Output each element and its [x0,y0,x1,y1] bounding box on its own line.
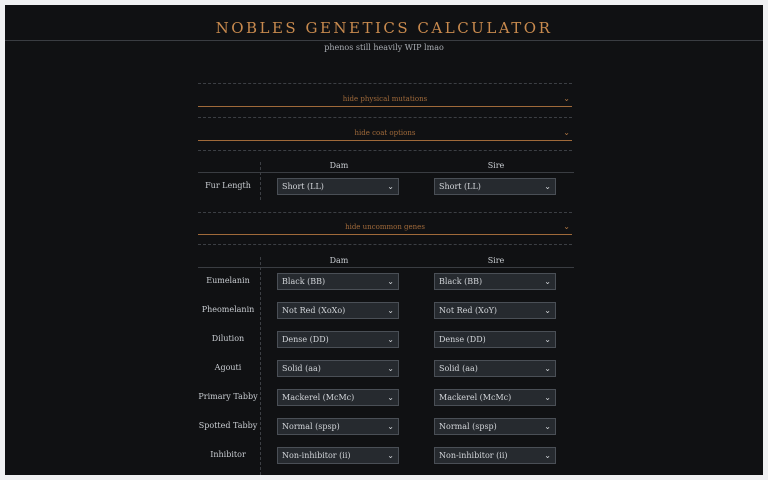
select-value: Dense (DD) [439,335,486,344]
select-value: Dense (DD) [282,335,329,344]
select-value: Not Red (XoXo) [282,306,346,315]
select-value: Not Red (XoY) [439,306,498,315]
caret-down-icon: ⌄ [544,364,551,373]
title-divider [5,40,763,41]
select-value: Short (LL) [282,182,324,191]
column-header-dam: Dam [329,161,349,170]
caret-down-icon: ⌄ [544,306,551,315]
select-value: Solid (aa) [282,364,321,373]
caret-down-icon: ⌄ [387,306,394,315]
row-label-dilution: Dilution [211,334,245,343]
select-value: Black (BB) [439,277,483,286]
inhibitor-dam-select[interactable] [277,447,399,464]
agouti-dam-select[interactable] [277,360,399,377]
pheomelanin-sire-select[interactable] [434,302,556,319]
inhibitor-sire-select[interactable] [434,447,556,464]
eumelanin-sire-select[interactable] [434,273,556,290]
physical-mutations-toggle[interactable] [198,92,572,107]
eumelanin-dam-select[interactable] [277,273,399,290]
select-value: Black (BB) [282,277,326,286]
row-label-pheomelanin: Pheomelanin [201,305,255,314]
section-divider [198,83,572,84]
caret-down-icon: ⌄ [544,451,551,460]
fur-length-sire-select[interactable] [434,178,556,195]
toggle-label: hide coat options [354,129,416,137]
row-label-eumelanin: Eumelanin [206,276,250,285]
chevron-down-icon: ⌄ [563,222,570,231]
row-label-agouti: Agouti [214,363,242,372]
row-label-inhibitor: Inhibitor [210,450,246,459]
table-column-divider [260,257,261,475]
select-value: Normal (spsp) [282,422,340,431]
primary-tabby-sire-select[interactable] [434,389,556,406]
select-value: Solid (aa) [439,364,478,373]
column-header-sire: Sire [487,161,505,170]
section-divider [198,244,572,245]
select-value: Normal (spsp) [439,422,497,431]
page-subtitle: phenos still heavily WIP lmao [324,43,444,52]
select-value: Short (LL) [439,182,481,191]
select-value: Non-inhibitor (ii) [282,451,351,460]
agouti-sire-select[interactable] [434,360,556,377]
fur-length-dam-select[interactable] [277,178,399,195]
pheomelanin-dam-select[interactable] [277,302,399,319]
select-value: Non-inhibitor (ii) [439,451,508,460]
toggle-label: hide uncommon genes [345,223,425,231]
table-header-rule [198,267,574,268]
row-label-primary-tabby: Primary Tabby [198,392,258,401]
caret-down-icon: ⌄ [544,182,551,191]
row-label-fur-length: Fur Length [205,181,251,190]
column-header-sire: Sire [487,256,505,265]
select-value: Mackerel (McMc) [282,393,355,402]
page-title: NOBLES GENETICS CALCULATOR [215,19,553,37]
table-header-rule [198,172,574,173]
primary-tabby-dam-select[interactable] [277,389,399,406]
chevron-down-icon: ⌄ [563,128,570,137]
section-divider [198,212,572,213]
section-divider [198,150,572,151]
app-window [5,5,763,475]
spotted-tabby-dam-select[interactable] [277,418,399,435]
chevron-down-icon: ⌄ [563,94,570,103]
section-divider [198,117,572,118]
caret-down-icon: ⌄ [387,182,394,191]
toggle-label: hide physical mutations [342,95,428,103]
caret-down-icon: ⌄ [387,422,394,431]
caret-down-icon: ⌄ [544,277,551,286]
dilution-dam-select[interactable] [277,331,399,348]
caret-down-icon: ⌄ [544,335,551,344]
select-value: Mackerel (McMc) [439,393,512,402]
caret-down-icon: ⌄ [387,451,394,460]
uncommon-genes-toggle[interactable] [198,220,572,235]
caret-down-icon: ⌄ [387,364,394,373]
spotted-tabby-sire-select[interactable] [434,418,556,435]
coat-options-toggle[interactable] [198,126,572,141]
row-label-spotted-tabby: Spotted Tabby [198,421,258,430]
dilution-sire-select[interactable] [434,331,556,348]
caret-down-icon: ⌄ [387,335,394,344]
caret-down-icon: ⌄ [544,422,551,431]
caret-down-icon: ⌄ [387,393,394,402]
caret-down-icon: ⌄ [387,277,394,286]
table-column-divider [260,162,261,200]
caret-down-icon: ⌄ [544,393,551,402]
column-header-dam: Dam [329,256,349,265]
